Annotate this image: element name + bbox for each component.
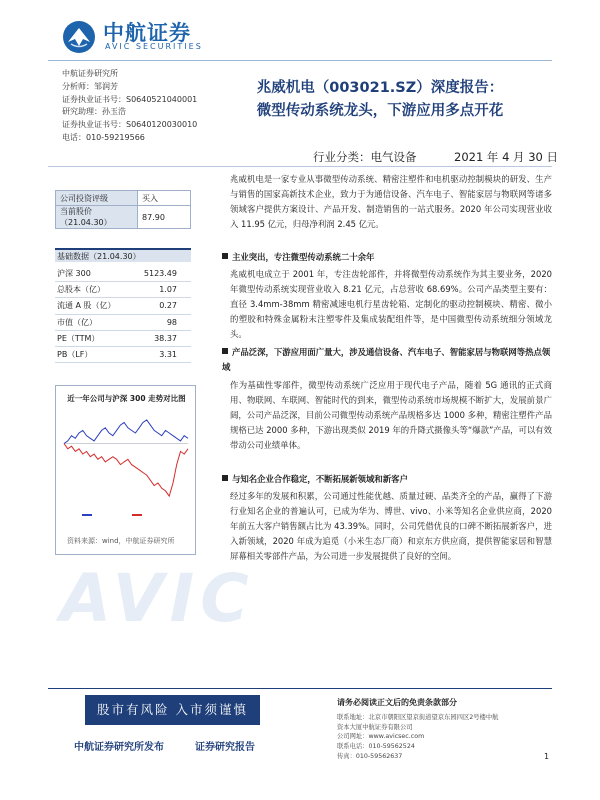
bullet-square-icon — [222, 253, 228, 259]
watermark: AVIC — [60, 560, 255, 637]
logo-cn-text: 中航证券 — [103, 21, 191, 45]
contact-line: 联系地址：北京市朝阳区望京街道望京东园四区2号楼中航 — [337, 714, 499, 721]
analyst-info — [62, 68, 197, 145]
cell-value: 38.37 — [131, 330, 191, 346]
analyst-line: 电话：010-59219566 — [62, 132, 145, 142]
cell-label: PB（LF） — [55, 346, 131, 362]
analyst-line: 研究助理：孙玉浩 — [62, 107, 126, 117]
table-row — [55, 282, 191, 298]
analyst-line: 证券执业证书号：S0640521040001 — [62, 94, 198, 104]
footer-divider — [48, 688, 552, 689]
bullet-square-icon — [222, 475, 228, 481]
cell-value: 5123.49 — [131, 266, 191, 282]
contact-line: 联系电话：010-59562524 — [337, 743, 415, 751]
cell-label: 总股本（亿） — [55, 282, 131, 298]
contact-line: 资本大厦中航证券有限公司 — [337, 723, 413, 731]
paragraph: 作为基础性零部件，微型传动系统广泛应用于现代电子产品，随着 5G 通讯的正式商用、物联网、车联网、智能时代的到来，微型传动系统市场规模不断扩大，发展前景广阔，公司产品泛深，目前公司微型传动系统产品规格多达 1000 多种，精密注塑件产品规格已达 2000 多种，下游出现类似 2019 年的升降式摄像头等“爆款”产品，可以有效带动公司业绩单体。 — [230, 380, 552, 451]
title-divider — [48, 166, 552, 167]
bullet-heading — [222, 472, 552, 487]
table-row — [55, 330, 191, 346]
chart-title: 近一年公司与沪深 300 走势对比图 — [67, 394, 186, 403]
bullet-text: 主业突出，专注微型传动系统二十余年 — [232, 252, 375, 262]
logo-en-text: AVIC SECURITIES — [105, 42, 203, 51]
chart-series-line — [64, 420, 188, 444]
cell-label: PE（TTM） — [55, 330, 131, 346]
page-number: 1 — [544, 752, 550, 761]
analyst-line: 中航证券研究所 — [62, 69, 118, 78]
table-row — [56, 191, 191, 206]
report-title-line2: 微型传动系统龙头，下游应用多点开花 — [256, 103, 504, 119]
cell-value: 0.27 — [131, 298, 191, 314]
basic-data-title: 基础数据（21.04.30） — [55, 248, 191, 262]
cell-value: 98 — [131, 314, 191, 330]
chart-source: 资料来源：wind，中航证券研究所 — [67, 537, 175, 545]
cell-label: 沪深 300 — [55, 266, 131, 282]
table-row — [56, 206, 191, 229]
industry-classification: 行业分类：电气设备 — [313, 150, 417, 164]
contact-line: 传真：010-59562637 — [337, 752, 403, 760]
cell-label: 市值（亿） — [55, 314, 131, 330]
bullet-text: 产品泛深，下游应用面广量大，涉及通信设备、汽车电子、智能家居与物联网等热点领域 — [222, 347, 551, 373]
rating-value: 买入 — [138, 191, 191, 206]
legend-swatch — [132, 514, 142, 516]
bullet-square-icon — [222, 348, 228, 354]
table-row — [55, 266, 191, 282]
cell-value: 3.31 — [131, 346, 191, 362]
table-row — [55, 314, 191, 330]
rating-label: 公司投资评级 — [56, 191, 138, 206]
avic-logo-icon — [62, 20, 96, 54]
cell-value: 1.07 — [131, 282, 191, 298]
rating-table — [55, 190, 191, 229]
risk-banner: 股市有风险 入市须谨慎 — [85, 695, 260, 725]
basic-data-table — [55, 266, 191, 363]
price-label: 当前股价（21.04.30） — [56, 206, 138, 229]
chart-series-line — [64, 444, 188, 497]
cell-label: 流通 A 股（亿） — [55, 298, 131, 314]
publisher: 中航证券研究所发布 — [74, 742, 164, 753]
legend-swatch — [82, 514, 92, 516]
intro-paragraph: 兆威机电是一家专业从事微型传动系统、精密注塑件和电机驱动控制模块的研发、生产与销售的国家高新技术企业，致力于为通信设备、汽车电子、智能家居与物联网等诸多领域客户提供方案设计、产品开发、制造销售的一站式服务。2020 年公司实现营业收入 11.95 亿元，归母净利润 2.45 亿元。 — [230, 174, 552, 230]
contact-line: 公司网址：www.avicsec.com — [337, 733, 425, 741]
analyst-line: 证券执业证书号：S0640120030010 — [62, 120, 198, 130]
contact-info — [337, 713, 498, 762]
bullet-heading — [222, 250, 552, 265]
price-value: 87.90 — [138, 206, 191, 229]
bullet-text: 与知名企业合作稳定，不断拓展新领域和新客户 — [232, 474, 408, 484]
report-title-line1: 兆威机电（003021.SZ）深度报告： — [256, 80, 504, 96]
paragraph: 兆威机电成立于 2001 年，专注齿轮部件，并将微型传动系统作为其主要业务，2020 年微型传动系统实现营业收入 8.21 亿元，占总营收 68.69%。公司产品类型主要有：直径 3.4mm-38mm 精密减速电机行星齿轮箱、定制化的驱动控制模块、精密、微小的塑胶和特殊金属粉末注塑零件及集成装配组件等，是中国微型传动系统细分领域龙头。 — [230, 269, 552, 340]
disclaimer-notice: 请务必阅读正文后的免责条款部分 — [337, 698, 457, 707]
paragraph: 经过多年的发展和积累，公司通过性能优越、质量过硬、品类齐全的产品，赢得了下游行业知名企业的普遍认可，已成为华为、博世、vivo、小米等知名企业供应商，2020 年前五大客户销售额占比为 43.39%。同时，公司凭借优良的口碑不断拓展新客户，进入新领域，2020 年成为追觅（小米生态厂商）和京东方供应商，提供智能家居和智慧屏幕相关零部件产品，为公司进一步发展提供了良好的空间。 — [230, 491, 552, 562]
report-date: 2021 年 4 月 30 日 — [454, 150, 558, 164]
table-row — [55, 298, 191, 314]
trend-chart — [58, 406, 194, 524]
bullet-heading — [222, 345, 552, 375]
report-type: 证券研究报告 — [195, 742, 255, 753]
table-row — [55, 346, 191, 362]
header-divider — [48, 60, 552, 61]
analyst-line: 分析师：邹润芳 — [62, 81, 118, 91]
